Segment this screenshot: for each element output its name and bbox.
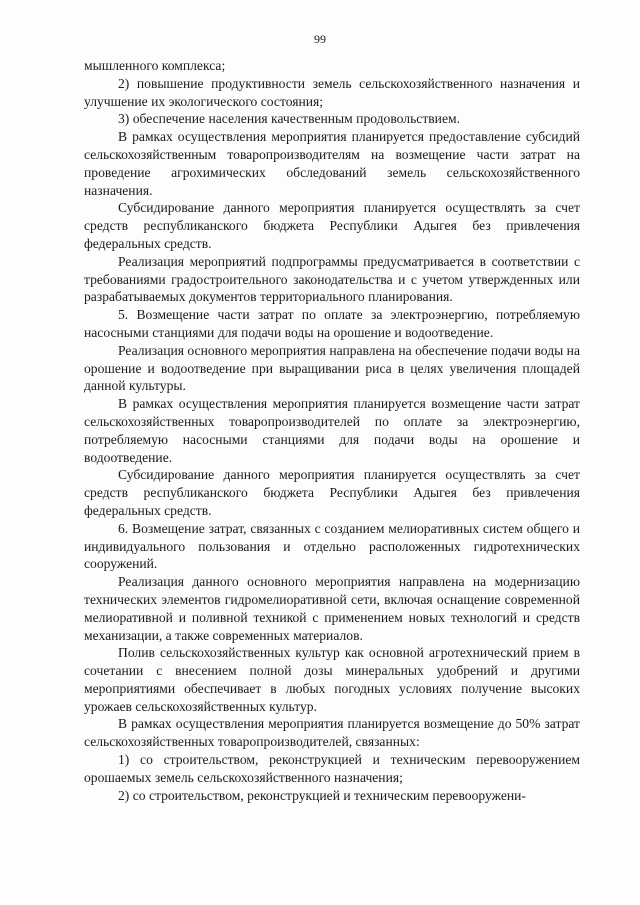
paragraph-funding-regional-2: Субсидирование данного мероприятия планируется осуществлять за счет средств республиканского бюджета Республики Адыгея без привлечения федеральных средств. bbox=[84, 467, 580, 518]
list-item-1-construction: 1) со строительством, реконструкцией и техническим перевооружением орошаемых земель сельскохозяйственного назначения; bbox=[84, 752, 580, 785]
section-heading-5: 5. Возмещение части затрат по оплате за электроэнергию, потребляемую насосными станциями для подачи воды на орошение и водоотведение. bbox=[84, 307, 580, 340]
list-item-2: 2) повышение продуктивности земель сельскохозяйственного назначения и улучшение их экологического состояния; bbox=[84, 75, 580, 109]
paragraph-continuation: мышленного комплекса; bbox=[84, 58, 226, 73]
section-heading-6: 6. Возмещение затрат, связанных с созданием мелиоративных систем общего и индивидуального пользования и отдельно расположенных гидротехнических сооружений. bbox=[84, 520, 580, 572]
list-item-3: 3) обеспечение населения качественным продовольствием. bbox=[118, 111, 460, 127]
paragraph-modernization: Реализация данного основного мероприятия направлена на модернизацию технических элементов гидромелиоративной сети, включая оснащение современной мелиоративной и поливной техникой с применением новых технологий и средств механизации, а также современных материалов. bbox=[84, 574, 580, 643]
body-text bbox=[84, 57, 580, 804]
paragraph-subsidy-agrochemical: В рамках осуществления мероприятия планируется предоставление субсидий сельскохозяйственным товаропроизводителям на возмещение части затрат на проведение агрохимических обследований земель сельскохозяйственного назначения. bbox=[84, 129, 580, 198]
paragraph-watering: Полив сельскохозяйственных культур как основной агротехнический прием в сочетании с внесением полной дозы минеральных удобрений и другими мероприятиями обеспечивает в любых погодных условиях получение высоких урожаев сельскохозяйственных культур. bbox=[84, 645, 580, 714]
page-number: 99 bbox=[314, 32, 326, 46]
paragraph-electricity-compensation: В рамках осуществления мероприятия планируется возмещение части затрат сельскохозяйственных товаропроизводителей по оплате за электроэнергию, потребляемую насосными станциями для подачи воды на орошение и водоотведение. bbox=[84, 396, 580, 465]
paragraph-compensation-50: В рамках осуществления мероприятия планируется возмещение до 50% затрат сельскохозяйственных товаропроизводителей, связанных: bbox=[84, 716, 580, 750]
list-item-2-construction: 2) со строительством, реконструкцией и техническим перевооружени- bbox=[118, 787, 526, 803]
paragraph-rice-irrigation: Реализация основного мероприятия направлена на обеспечение подачи воды на орошение и водоотведение при выращивании риса в целях увеличения площадей данной культуры. bbox=[84, 342, 580, 394]
paragraph-urban-planning: Реализация мероприятий подпрограммы предусматривается в соответствии с требованиями градостроительного законодательства и с учетом утвержденных или разрабатываемых документов территориального планирования. bbox=[84, 253, 580, 305]
paragraph-funding-regional: Субсидирование данного мероприятия планируется осуществлять за счет средств республиканского бюджета Республики Адыгея без привлечения федеральных средств. bbox=[84, 200, 580, 251]
